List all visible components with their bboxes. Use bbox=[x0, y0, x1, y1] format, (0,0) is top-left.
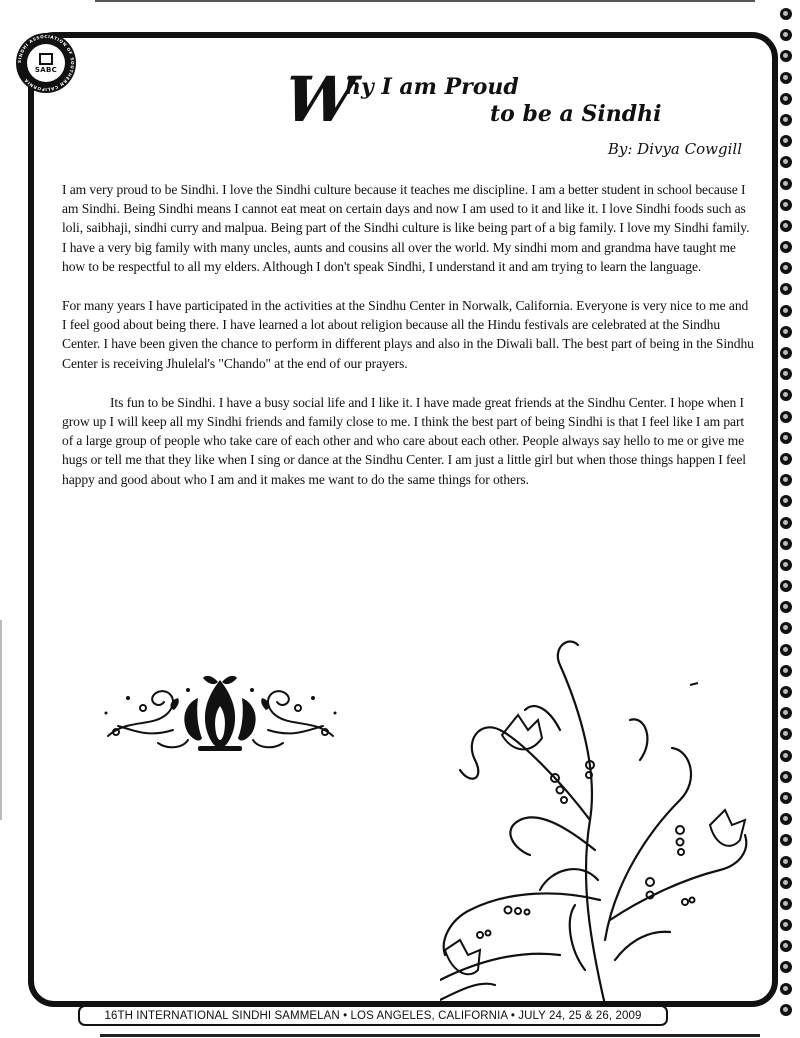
binding-hole-icon bbox=[780, 750, 792, 762]
title-line-2: to be a Sindhi bbox=[490, 101, 662, 127]
title-line-1: hy I am Proud bbox=[345, 74, 519, 100]
binding-hole-icon bbox=[780, 283, 792, 295]
binding-hole-icon bbox=[780, 919, 792, 931]
bottom-edge-rule bbox=[100, 1034, 760, 1037]
binding-hole-icon bbox=[780, 538, 792, 550]
binding-hole-icon bbox=[780, 601, 792, 613]
binding-hole-icon bbox=[780, 686, 792, 698]
binding-hole-icon bbox=[780, 940, 792, 952]
binding-hole-icon bbox=[780, 622, 792, 634]
binding-hole-icon bbox=[780, 8, 792, 20]
binding-hole-icon bbox=[780, 93, 792, 105]
binding-hole-icon bbox=[780, 961, 792, 973]
binding-hole-icon bbox=[780, 135, 792, 147]
binding-hole-icon bbox=[780, 495, 792, 507]
binding-hole-icon bbox=[780, 707, 792, 719]
binding-hole-icon bbox=[780, 326, 792, 338]
binding-hole-icon bbox=[780, 856, 792, 868]
footer-connector bbox=[28, 1012, 80, 1017]
spiral-binding bbox=[776, 8, 796, 1038]
binding-hole-icon bbox=[780, 580, 792, 592]
binding-hole-icon bbox=[780, 665, 792, 677]
binding-hole-icon bbox=[780, 241, 792, 253]
binding-hole-icon bbox=[780, 474, 792, 486]
floral-vine-icon bbox=[440, 620, 770, 1005]
binding-hole-icon bbox=[780, 813, 792, 825]
binding-hole-icon bbox=[780, 262, 792, 274]
sabc-logo bbox=[16, 33, 76, 93]
binding-hole-icon bbox=[780, 453, 792, 465]
footer-text: 16TH INTERNATIONAL SINDHI SAMMELAN • LOS ANGELES, CALIFORNIA • JULY 24, 25 & 26, 2009 bbox=[104, 1009, 642, 1022]
scan-edge-mark bbox=[0, 620, 2, 820]
binding-hole-icon bbox=[780, 156, 792, 168]
binding-hole-icon bbox=[780, 559, 792, 571]
binding-hole-icon bbox=[780, 220, 792, 232]
title-initial: W bbox=[281, 63, 359, 136]
binding-hole-icon bbox=[780, 834, 792, 846]
binding-hole-icon bbox=[780, 305, 792, 317]
binding-hole-icon bbox=[780, 368, 792, 380]
binding-hole-icon bbox=[780, 877, 792, 889]
binding-hole-icon bbox=[780, 114, 792, 126]
binding-hole-icon bbox=[780, 29, 792, 41]
binding-hole-icon bbox=[780, 389, 792, 401]
binding-hole-icon bbox=[780, 771, 792, 783]
svg-text:SINDHI ASSOCIATION OF SOUTHERN: SINDHI ASSOCIATION OF SOUTHERN CALIFORNIA bbox=[16, 33, 76, 93]
paragraph-3: Its fun to be Sindhi. I have a busy social life and I like it. I have made great friends at the Sindhu Center. I hope when I grow up I will keep all my Sindhi friends and family close to me. I think the best part of being Sindhi is that I feel like I am part of a large group of people who take care of each other and who care about each other. People always say hello to me or give me hugs or tell me that they like when I sing or dance at the Sindhu Center. I am just a little girl but when those things happen I feel happy and good about who I am and it makes me want to do the same things for others. bbox=[62, 394, 746, 487]
binding-hole-icon bbox=[780, 50, 792, 62]
author-byline: By: Divya Cowgill bbox=[607, 140, 742, 158]
binding-hole-icon bbox=[780, 72, 792, 84]
binding-hole-icon bbox=[780, 983, 792, 995]
binding-hole-icon bbox=[780, 178, 792, 190]
top-edge-rule bbox=[95, 0, 755, 2]
footer-banner bbox=[78, 1005, 668, 1026]
binding-hole-icon bbox=[780, 898, 792, 910]
binding-hole-icon bbox=[780, 728, 792, 740]
logo-ring-text-icon bbox=[16, 33, 76, 93]
binding-hole-icon bbox=[780, 411, 792, 423]
binding-hole-icon bbox=[780, 1004, 792, 1016]
binding-hole-icon bbox=[780, 792, 792, 804]
paragraph-1: I am very proud to be Sindhi. I love the Sindhi culture because it teaches me discipline. I am a better student in school because I am Sindhi. Being Sindhi means I cannot eat meat on certain days and now I am used to it and like it. I love Sindhi foods such as loli, saibhaji, sindhi curry and malpua. Being part of the Sindhi culture is like being part of a big family. I love my Sindhi family. I have a very big family with many uncles, aunts and cousins all over the world. My sindhi mom and grandma have taught me how to be respectful to all my elders. Although I don't speak Sindhi, I understand it and am trying to learn the language. bbox=[62, 182, 750, 274]
binding-hole-icon bbox=[780, 644, 792, 656]
paragraph-2: For many years I have participated in the activities at the Sindhu Center in Norwalk, California. Everyone is very nice to me and I feel good about being there. I have learned a lot about religion because all the Hindu festivals are celebrated at the Sindhu Center. I have been given the chance to perform in different plays and also in the Diwali ball. The best part of being in the Sindhu Center is receiving Jhulelal's "Chando" at the end of our prayers. bbox=[62, 298, 754, 371]
article-body bbox=[62, 180, 754, 509]
binding-hole-icon bbox=[780, 517, 792, 529]
article-title bbox=[281, 63, 755, 148]
binding-hole-icon bbox=[780, 347, 792, 359]
logo-abbreviation: SABC bbox=[34, 65, 58, 74]
binding-hole-icon bbox=[780, 432, 792, 444]
floral-ornament-icon bbox=[98, 668, 343, 756]
binding-hole-icon bbox=[780, 199, 792, 211]
